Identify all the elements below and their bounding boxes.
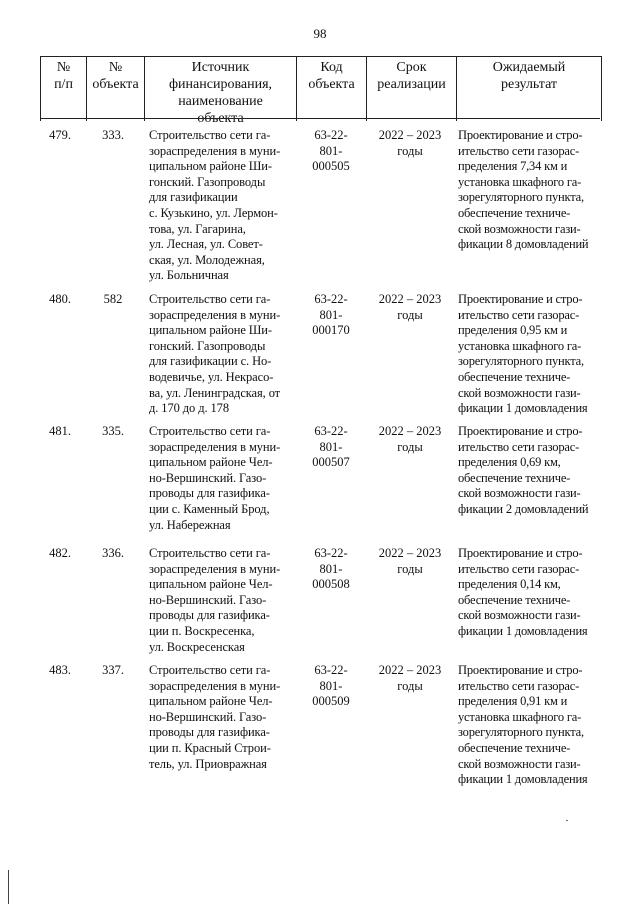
- expected-result-line: пределения 0,95 км и: [458, 323, 568, 338]
- object-code-line: 801-: [319, 307, 343, 322]
- header-text: результат: [500, 77, 558, 92]
- expected-result-line: ительство сети газорас-: [458, 561, 580, 576]
- funding-source-line: проводы для газифика-: [149, 725, 270, 740]
- funding-source-line: гонский. Газопроводы: [149, 338, 266, 353]
- funding-source-line: проводы для газифика-: [149, 486, 270, 501]
- object-number: 335.: [102, 424, 124, 438]
- implementation-term-line: 2022 – 2023: [378, 292, 442, 306]
- stray-mark: [566, 820, 568, 821]
- expected-result-line: фикации 1 домовладения: [458, 401, 588, 416]
- funding-source-line: ул. Лесная, ул. Совет-: [149, 237, 263, 252]
- object-code-line: 000508: [312, 577, 350, 592]
- funding-source-line: ул. Воскресенская: [149, 639, 245, 654]
- expected-result-line: зорегуляторного пункта,: [458, 354, 584, 369]
- implementation-term-line: 2022 – 2023: [378, 128, 442, 142]
- expected-result-line: ской возможности гази-: [458, 385, 581, 400]
- object-code-line: 63-22-: [314, 424, 348, 438]
- funding-source: [149, 663, 297, 772]
- expected-result-line: Проектирование и стро-: [458, 292, 583, 306]
- funding-source-line: Строительство сети га-: [149, 663, 271, 677]
- expected-result-line: обеспечение техниче-: [458, 592, 571, 607]
- object-code-line: 000505: [312, 159, 350, 174]
- expected-result-line: установка шкафного га-: [458, 709, 582, 724]
- expected-result-line: Проектирование и стро-: [458, 546, 583, 560]
- expected-result-line: пределения 0,69 км,: [458, 455, 561, 470]
- header-text: Срок: [396, 60, 427, 75]
- funding-source-line: зораспределения в муни-: [149, 307, 281, 322]
- implementation-term-line: годы: [397, 561, 423, 576]
- object-code-line: 801-: [319, 143, 343, 158]
- header-num: [41, 57, 87, 121]
- object-code-line: 000509: [312, 694, 350, 709]
- expected-result-line: Проектирование и стро-: [458, 663, 583, 677]
- funding-source-line: но-Вершинский. Газо-: [149, 592, 267, 607]
- expected-result-line: зорегуляторного пункта,: [458, 725, 584, 740]
- funding-source-line: для газификации с. Но-: [149, 354, 272, 369]
- implementation-term-line: 2022 – 2023: [378, 546, 442, 560]
- expected-result-line: пределения 0,91 км и: [458, 694, 568, 709]
- funding-source-line: тель, ул. Приовражная: [149, 756, 267, 771]
- header-text: Код: [320, 60, 343, 75]
- header-text: реализации: [377, 77, 446, 92]
- expected-result-line: фикации 1 домовладения: [458, 623, 588, 638]
- row-number: 481.: [49, 424, 71, 438]
- funding-source-line: ул. Больничная: [149, 268, 229, 283]
- object-code-line: 801-: [319, 561, 343, 576]
- row-number: 479.: [49, 128, 71, 142]
- funding-source-line: ципальном районе Ши-: [149, 323, 272, 338]
- funding-source-line: Строительство сети га-: [149, 128, 271, 142]
- expected-result-line: ительство сети газорас-: [458, 678, 580, 693]
- row-number: 483.: [49, 663, 71, 677]
- expected-result-line: обеспечение техниче-: [458, 205, 571, 220]
- expected-result-line: ской возможности гази-: [458, 756, 581, 771]
- funding-source-line: ципальном районе Чел-: [149, 455, 273, 470]
- funding-source: [149, 128, 297, 284]
- expected-result-line: установка шкафного га-: [458, 174, 582, 189]
- object-code-line: 63-22-: [314, 546, 348, 560]
- margin-line: [8, 870, 9, 904]
- implementation-term-line: годы: [397, 307, 423, 322]
- object-code: [300, 546, 362, 593]
- expected-result-line: зорегуляторного пункта,: [458, 190, 584, 205]
- funding-source-line: зораспределения в муни-: [149, 143, 281, 158]
- header-text: №: [108, 60, 123, 75]
- funding-source-line: с. Кузькино, ул. Лермон-: [149, 205, 278, 220]
- header-text: п/п: [54, 77, 73, 92]
- implementation-term: [366, 546, 454, 577]
- page-number: 98: [313, 26, 327, 41]
- object-code: [300, 292, 362, 339]
- expected-result-line: Проектирование и стро-: [458, 424, 583, 438]
- implementation-term-line: годы: [397, 678, 423, 693]
- expected-result-line: Проектирование и стро-: [458, 128, 583, 142]
- object-number: 582: [103, 292, 123, 306]
- object-number: 337.: [102, 663, 124, 677]
- expected-result-line: пределения 0,14 км,: [458, 577, 561, 592]
- funding-source-line: ская, ул. Молодежная,: [149, 252, 265, 267]
- expected-result-line: ительство сети газорас-: [458, 307, 580, 322]
- implementation-term-line: годы: [397, 143, 423, 158]
- funding-source-line: ципальном районе Чел-: [149, 694, 273, 709]
- expected-result-line: ительство сети газорас-: [458, 143, 580, 158]
- funding-source-line: ва, ул. Ленинградская, от: [149, 385, 281, 400]
- funding-source-line: но-Вершинский. Газо-: [149, 709, 267, 724]
- table-header: [40, 56, 602, 126]
- header-text: Источник: [191, 60, 250, 75]
- funding-source-line: д. 170 до д. 178: [149, 401, 229, 416]
- header-divider: [40, 118, 600, 119]
- header-text: финансирования,: [168, 77, 273, 92]
- expected-result-line: обеспечение техниче-: [458, 740, 571, 755]
- header-text: объекта: [308, 77, 355, 92]
- object-code: [300, 663, 362, 710]
- expected-result: [458, 546, 600, 640]
- funding-source-line: для газификации: [149, 190, 238, 205]
- header-text: объекта: [197, 111, 244, 126]
- funding-source-line: ции п. Красный Строи-: [149, 740, 271, 755]
- funding-source-line: проводы для газифика-: [149, 608, 270, 623]
- header-text: объекта: [92, 77, 139, 92]
- object-code-line: 63-22-: [314, 128, 348, 142]
- funding-source: [149, 292, 297, 417]
- object-code-line: 000170: [312, 323, 350, 338]
- header-result: [457, 57, 601, 121]
- funding-source: [149, 546, 297, 655]
- object-number: 336.: [102, 546, 124, 560]
- implementation-term: [366, 292, 454, 323]
- expected-result-line: обеспечение техниче-: [458, 369, 571, 384]
- object-code-line: 63-22-: [314, 292, 348, 306]
- funding-source-line: зораспределения в муни-: [149, 561, 281, 576]
- header-source: [145, 57, 297, 126]
- implementation-term-line: 2022 – 2023: [378, 424, 442, 438]
- funding-source-line: водевичье, ул. Некрасо-: [149, 369, 274, 384]
- header-text: наименование: [178, 94, 263, 109]
- header-code: [297, 57, 367, 121]
- funding-source-line: зораспределения в муни-: [149, 439, 281, 454]
- implementation-term: [366, 128, 454, 159]
- expected-result-line: ской возможности гази-: [458, 608, 581, 623]
- object-code: [300, 424, 362, 471]
- expected-result-line: ской возможности гази-: [458, 221, 581, 236]
- implementation-term-line: годы: [397, 439, 423, 454]
- expected-result: [458, 663, 600, 788]
- funding-source-line: но-Вершинский. Газо-: [149, 470, 267, 485]
- header-term: [367, 57, 457, 121]
- expected-result: [458, 292, 600, 417]
- header-text: №: [56, 60, 71, 75]
- object-code-line: 000507: [312, 455, 350, 470]
- expected-result-line: фикации 2 домовладений: [458, 501, 589, 516]
- funding-source-line: ул. Набережная: [149, 517, 231, 532]
- header-object-number: [87, 57, 145, 121]
- expected-result-line: обеспечение техниче-: [458, 470, 571, 485]
- expected-result: [458, 128, 600, 253]
- row-number: 480.: [49, 292, 71, 306]
- funding-source-line: гонский. Газопроводы: [149, 174, 266, 189]
- object-code-line: 801-: [319, 678, 343, 693]
- object-code-line: 801-: [319, 439, 343, 454]
- funding-source-line: ции с. Каменный Брод,: [149, 501, 270, 516]
- expected-result-line: пределения 7,34 км и: [458, 159, 568, 174]
- expected-result-line: установка шкафного га-: [458, 338, 582, 353]
- header-text: Ожидаемый: [492, 60, 566, 75]
- funding-source-line: това, ул. Гагарина,: [149, 221, 246, 236]
- funding-source-line: ципальном районе Ши-: [149, 159, 272, 174]
- expected-result-line: фикации 1 домовладения: [458, 772, 588, 787]
- funding-source-line: Строительство сети га-: [149, 546, 271, 560]
- expected-result-line: ительство сети газорас-: [458, 439, 580, 454]
- implementation-term: [366, 663, 454, 694]
- object-code-line: 63-22-: [314, 663, 348, 677]
- funding-source-line: зораспределения в муни-: [149, 678, 281, 693]
- expected-result-line: ской возможности гази-: [458, 486, 581, 501]
- expected-result: [458, 424, 600, 518]
- implementation-term: [366, 424, 454, 455]
- object-number: 333.: [102, 128, 124, 142]
- funding-source-line: ципальном районе Чел-: [149, 577, 273, 592]
- funding-source-line: Строительство сети га-: [149, 292, 271, 306]
- implementation-term-line: 2022 – 2023: [378, 663, 442, 677]
- funding-source: [149, 424, 297, 533]
- expected-result-line: фикации 8 домовладений: [458, 237, 589, 252]
- funding-source-line: Строительство сети га-: [149, 424, 271, 438]
- object-code: [300, 128, 362, 175]
- funding-source-line: ции п. Воскресенка,: [149, 623, 255, 638]
- row-number: 482.: [49, 546, 71, 560]
